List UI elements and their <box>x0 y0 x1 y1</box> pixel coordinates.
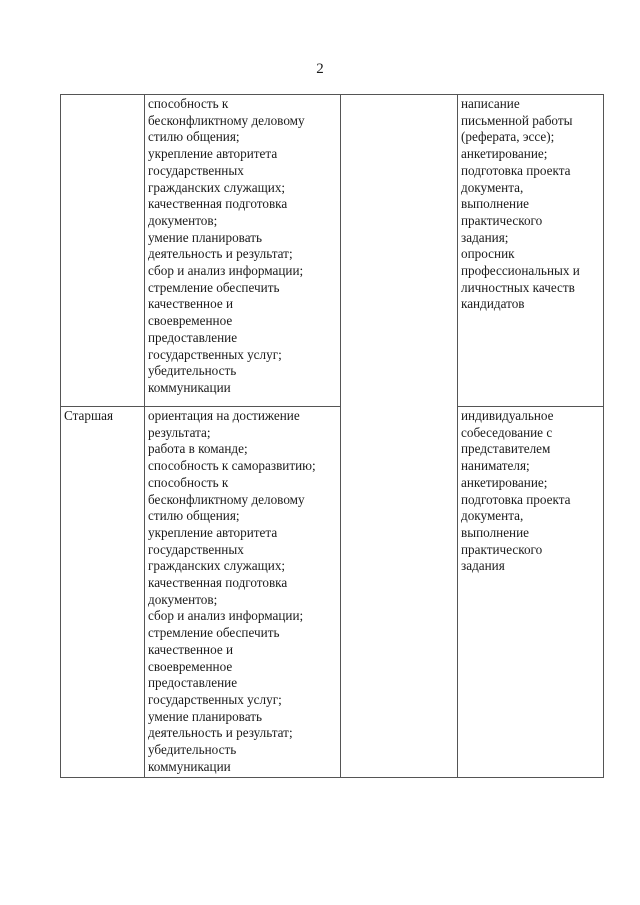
competencies-list <box>148 96 337 397</box>
text-line: практического <box>461 212 543 228</box>
methods-list <box>461 408 600 575</box>
text-line: государственных услуг; <box>148 691 282 707</box>
text-line: написание <box>461 96 520 111</box>
table-row <box>61 407 604 778</box>
text-line: способность к <box>148 96 229 111</box>
text-line: документов; <box>148 212 218 228</box>
text-line: предоставление <box>148 329 238 345</box>
text-line: подготовка проекта <box>461 162 571 178</box>
text-line: убедительность <box>148 742 237 758</box>
text-line: собеседование с <box>461 424 553 440</box>
text-line: задания <box>461 558 505 574</box>
competencies-list <box>148 408 337 775</box>
text-line: документов; <box>148 591 218 607</box>
text-line: выполнение <box>461 524 530 540</box>
text-line: предоставление <box>148 675 238 691</box>
text-line: умение планировать <box>148 708 263 724</box>
text-line: профессиональных и <box>461 263 580 279</box>
text-line: государственных услуг; <box>148 346 282 362</box>
text-line: анкетирование; <box>461 146 548 162</box>
text-line: анкетирование; <box>461 474 548 490</box>
text-line: стилю общения; <box>148 129 240 145</box>
text-line: задания; <box>461 229 509 245</box>
page-number: 2 <box>316 61 324 77</box>
text-line: убедительность <box>148 363 237 379</box>
text-line: личностных качеств <box>461 279 575 295</box>
text-line: кандидатов <box>461 296 525 312</box>
text-line: бесконфликтному деловому <box>148 491 305 507</box>
methods-cell <box>458 407 604 778</box>
text-line: бесконфликтному деловому <box>148 112 305 128</box>
text-line: сбор и анализ информации; <box>148 608 304 624</box>
group-cell <box>61 95 145 407</box>
text-line: деятельность и результат; <box>148 725 293 741</box>
text-line: качественная подготовка <box>148 196 288 212</box>
methods-list <box>461 96 600 313</box>
text-line: коммуникации <box>148 379 231 395</box>
text-line: ориентация на достижение <box>148 408 300 423</box>
competencies-cell <box>145 95 341 407</box>
text-line: умение планировать <box>148 229 263 245</box>
text-line: выполнение <box>461 196 530 212</box>
text-line: (реферата, эссе); <box>461 129 555 145</box>
text-line: гражданских служащих; <box>148 558 286 574</box>
text-line: индивидуальное <box>461 408 554 423</box>
text-line: опросник <box>461 246 515 262</box>
text-line: коммуникации <box>148 758 231 774</box>
text-line: документа, <box>461 508 524 524</box>
text-line: качественная подготовка <box>148 575 288 591</box>
text-line: качественное и <box>148 641 234 657</box>
text-line: государственных <box>148 541 244 557</box>
text-line: нанимателя; <box>461 458 530 474</box>
text-line: работа в команде; <box>148 441 248 457</box>
text-line: результата; <box>148 424 211 440</box>
empty-cell <box>341 95 458 778</box>
text-line: представителем <box>461 441 551 457</box>
group-cell: Старшая <box>61 407 145 778</box>
text-line: письменной работы <box>461 112 573 128</box>
competencies-cell <box>145 407 341 778</box>
text-line: укрепление авторитета <box>148 146 278 162</box>
text-line: документа, <box>461 179 524 195</box>
text-line: способность к саморазвитию; <box>148 458 316 474</box>
text-line: своевременное <box>148 313 233 329</box>
text-line: качественное и <box>148 296 234 312</box>
text-line: подготовка проекта <box>461 491 571 507</box>
text-line: стремление обеспечить <box>148 625 280 641</box>
text-line: стилю общения; <box>148 508 240 524</box>
methods-cell <box>458 95 604 407</box>
text-line: государственных <box>148 162 244 178</box>
text-line: стремление обеспечить <box>148 279 280 295</box>
text-line: укрепление авторитета <box>148 524 278 540</box>
text-line: практического <box>461 541 543 557</box>
text-line: своевременное <box>148 658 233 674</box>
qualification-table <box>60 94 604 778</box>
text-line: гражданских служащих; <box>148 179 286 195</box>
text-line: способность к <box>148 474 229 490</box>
text-line: сбор и анализ информации; <box>148 263 304 279</box>
text-line: деятельность и результат; <box>148 246 293 262</box>
table-row <box>61 95 604 407</box>
